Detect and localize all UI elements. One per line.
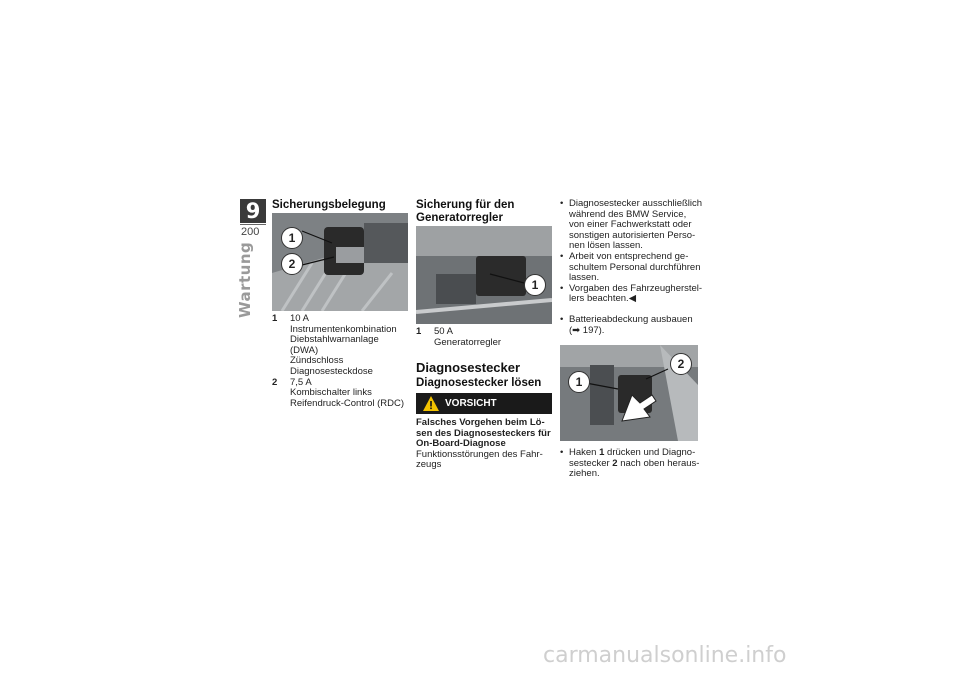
ref-number: 2 <box>612 457 618 469</box>
legend-line: Instrumentenkombination <box>290 323 397 335</box>
list-item <box>560 199 705 252</box>
legend-item <box>416 327 552 348</box>
list-text: sestecker <box>569 457 613 469</box>
callout-2: 2 <box>670 353 692 375</box>
divider <box>240 224 266 225</box>
legend-line: 50 A <box>434 326 454 337</box>
caution-bold-line: On-Board-Diagnose <box>416 438 506 450</box>
legend-number: 2 <box>272 376 278 388</box>
legend-item <box>272 378 412 410</box>
caution-line: zeugs <box>416 459 442 471</box>
legend-item <box>272 314 412 378</box>
regulator-legend <box>416 327 552 348</box>
bullet-list <box>560 448 705 480</box>
callout-1: 1 <box>524 274 546 296</box>
list-line: • Diagnosestecker ausschließlich <box>569 198 703 209</box>
list-line: • Vorgaben des Fahrzeugherstel- <box>569 282 703 294</box>
legend-line: Generatorregler <box>434 336 502 348</box>
callout-2: 2 <box>281 253 303 275</box>
list-item <box>560 284 705 305</box>
ref-number: 1 <box>599 447 605 458</box>
caution-line: Funktionsstörungen des Fahr- <box>416 448 543 460</box>
list-item <box>560 252 705 284</box>
legend-line: Diebstahlwarnanlage <box>290 334 379 346</box>
list-line: • Arbeit von entsprechend ge- <box>569 250 689 262</box>
legend-line: Kombischalter links <box>290 387 372 399</box>
legend-line: Diagnosesteckdose <box>290 365 373 377</box>
list-text: nach oben heraus- <box>617 457 700 469</box>
reference-arrow-icon: ➡ <box>572 324 581 336</box>
disconnect-heading: Diagnosestecker lösen <box>416 377 542 389</box>
end-mark: ◀ <box>628 293 636 305</box>
list-line: sonstigen autorisierten Perso- <box>569 229 696 241</box>
list-line: schultem Personal durchführen <box>569 261 701 273</box>
list-item <box>560 315 705 336</box>
legend-line: Zündschloss <box>290 355 344 367</box>
list-text: Haken <box>569 447 600 458</box>
list-item <box>560 448 705 480</box>
list-line: (➡ 197). <box>569 324 605 336</box>
list-text: lers beachten. <box>569 293 629 305</box>
instructions-3 <box>560 448 705 480</box>
fuse-assignment-title: Sicherungsbelegung <box>272 199 386 211</box>
regulator-photo <box>416 226 552 324</box>
fuse-legend <box>272 314 412 409</box>
list-line: lassen. <box>569 272 600 284</box>
caution-text <box>416 418 556 471</box>
instructions-1 <box>560 199 705 305</box>
legend-number: 1 <box>272 313 278 324</box>
list-line: • Batterieabdeckung ausbauen <box>569 314 693 325</box>
title-line: Generatorregler <box>416 212 503 224</box>
page-number: 200 <box>241 226 260 238</box>
legend-line: 10 A <box>290 313 310 324</box>
fuse-box-photo <box>272 213 408 311</box>
caution-banner <box>416 393 552 414</box>
legend-line: 7,5 A <box>290 376 312 388</box>
bullet-list <box>560 315 705 336</box>
legend-line: (DWA) <box>290 344 319 356</box>
watermark: carmanualsonline.info <box>543 643 787 668</box>
instructions-2 <box>560 315 705 336</box>
caution-bold-line: Falsches Vorgehen beim Lö- <box>416 417 545 428</box>
caution-bold-line: sen des Diagnosesteckers für <box>416 427 551 439</box>
list-text: drücken und Diagno- <box>604 447 696 458</box>
list-line: ziehen. <box>569 468 600 480</box>
warning-icon <box>423 396 439 411</box>
chapter-title: Wartung <box>236 241 254 318</box>
list-line: nen lösen lassen. <box>569 240 643 252</box>
list-line <box>569 294 705 305</box>
connector-photo <box>560 345 698 441</box>
chapter-number: 9 <box>240 199 266 223</box>
diagnostic-connector-heading: Diagnosestecker <box>416 360 521 375</box>
legend-line: Reifendruck-Control (RDC) <box>290 397 405 409</box>
callout-1: 1 <box>281 227 303 249</box>
page-reference[interactable]: 197 <box>582 324 599 336</box>
title-line: Sicherung für den <box>416 199 515 211</box>
regulator-fuse-title <box>416 199 514 225</box>
callout-1: 1 <box>568 371 590 393</box>
bullet-list <box>560 199 705 305</box>
caution-label: VORSICHT <box>445 398 497 409</box>
list-line: während des BMW Service, <box>569 208 687 220</box>
legend-number: 1 <box>416 326 422 337</box>
list-line: von einer Fachwerkstatt oder <box>569 219 692 231</box>
